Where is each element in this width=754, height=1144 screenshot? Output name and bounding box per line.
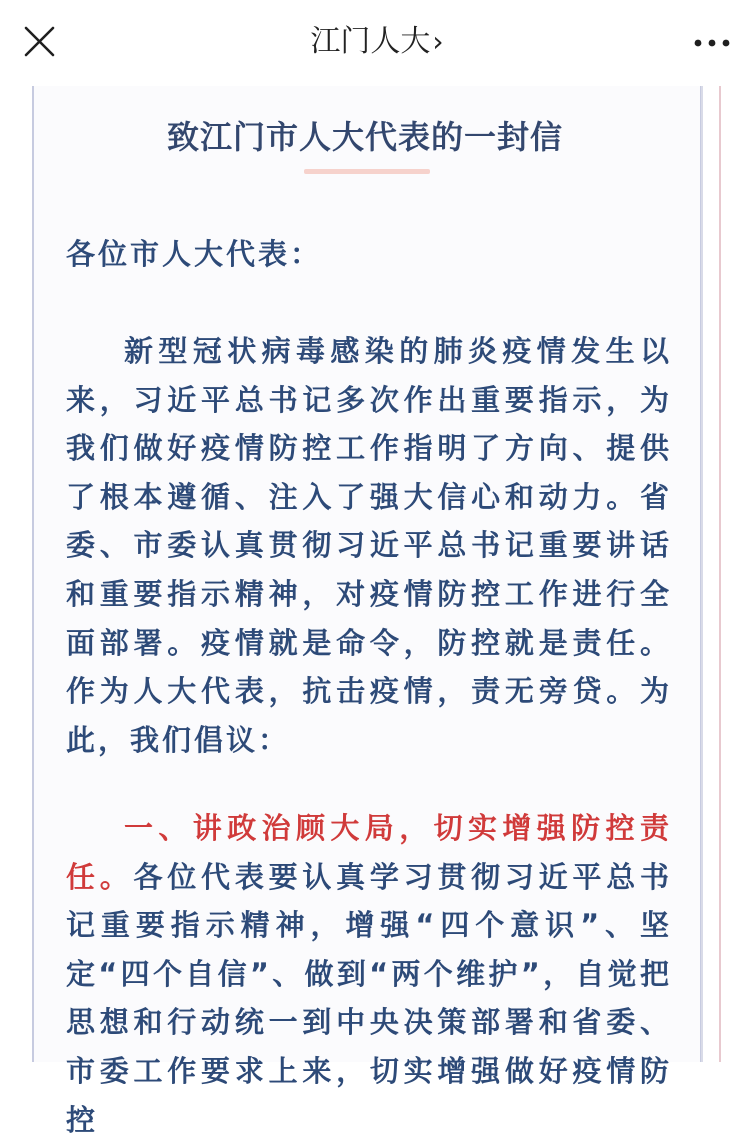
account-name: 江门人大 <box>310 24 431 59</box>
title-underline <box>304 169 430 174</box>
paragraph-2-heading: 一、讲政治顾大局，切实增强防控责任。 <box>66 811 672 894</box>
decorative-side-border <box>701 86 721 1062</box>
chevron-right-icon: › <box>432 25 444 58</box>
salutation: 各位市人大代表： <box>66 237 323 271</box>
more-icon[interactable] <box>690 22 734 62</box>
letter-title: 致江门市人大代表的一封信 <box>166 118 563 156</box>
paragraph-2-body: 各位代表要认真学习贯彻习近平总书记重要指示精神，增强“四个意识”、坚定“四个自信”、做到“两个维护”，自觉把思想和行动统一到中央决策部署和省委、市委工作要求上来，切实增强做好疫情防控 <box>66 859 672 1137</box>
account-name-button[interactable] <box>0 22 754 62</box>
paragraph-1: 新型冠状病毒感染的肺炎疫情发生以来，习近平总书记多次作出重要指示，为我们做好疫情防控工作指明了方向、提供了根本遵循、注入了强大信心和动力。省委、市委认真贯彻习近平总书记重要讲话和重要指示精神，对疫情防控工作进行全面部署。疫情就是命令，防控就是责任。作为人大代表，抗击疫情，责无旁贷。为此，我们倡议： <box>66 334 672 757</box>
top-navigation-bar <box>0 0 754 86</box>
paragraph-2 <box>66 804 672 1144</box>
